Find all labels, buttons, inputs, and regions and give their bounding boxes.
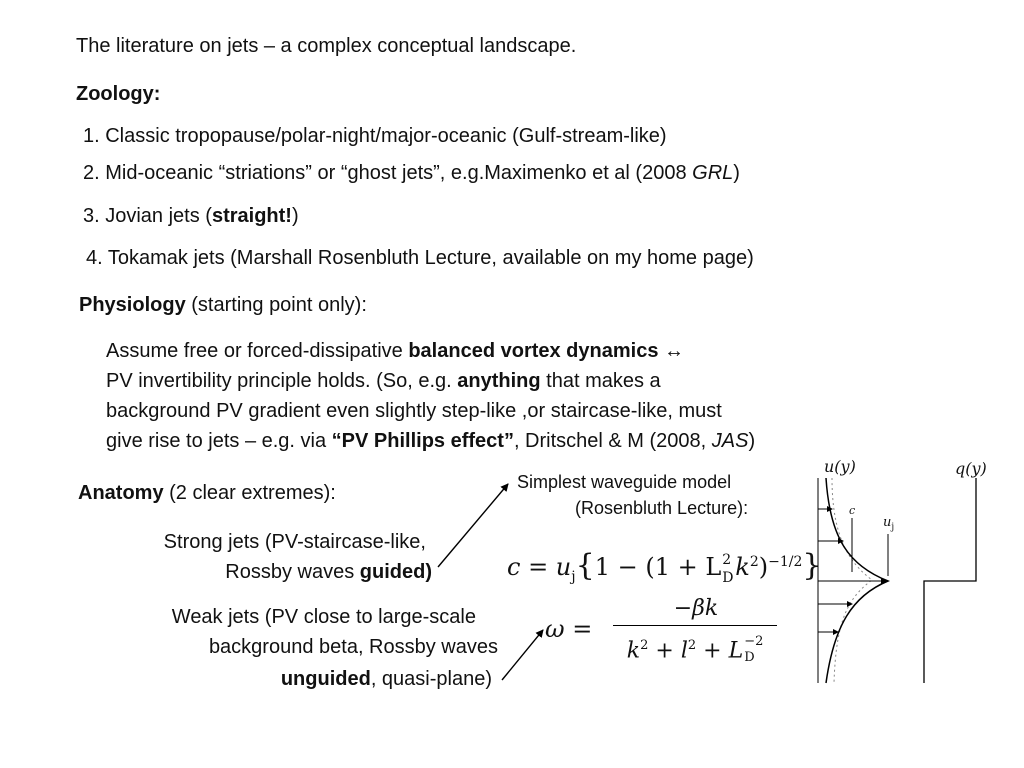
slide-title: The literature on jets – a complex conceptual landscape. bbox=[76, 35, 577, 57]
weak-jets-arrow bbox=[502, 630, 543, 680]
weak-jets-line-2: background beta, Rossby waves bbox=[208, 636, 498, 658]
strong-jets-text: Rossby waves bbox=[225, 561, 360, 583]
zoology-item-3-emphasis: straight! bbox=[211, 205, 292, 227]
zoology-heading: Zoology: bbox=[76, 83, 161, 105]
eq1-sub-d: D bbox=[722, 570, 734, 586]
weak-jets-end: , quasi-plane) bbox=[370, 668, 492, 690]
eq1-brace-open: { bbox=[575, 548, 595, 583]
strong-jets-line-1: Strong jets (PV-staircase-like, bbox=[163, 531, 426, 553]
waveguide-caption-line-2: (Rosenbluth Lecture): bbox=[575, 498, 749, 518]
weak-jets-unguided: unguided bbox=[280, 668, 371, 690]
zoology-item-3-close: ) bbox=[291, 205, 299, 227]
eq2-den-sub: D bbox=[744, 650, 755, 666]
zoology-item-2-close: ) bbox=[733, 162, 740, 184]
waveguide-caption-line-1: Simplest waveguide model bbox=[517, 472, 732, 492]
physiology-line-1-arrow: ↔ bbox=[658, 340, 685, 362]
eq2-den-sup1: 2 bbox=[640, 638, 649, 653]
figure-label-q: q(y) bbox=[955, 459, 987, 478]
eq1-body-a: 1 − (1 + L bbox=[594, 553, 722, 581]
physiology-line-4-journal: JAS bbox=[711, 430, 749, 452]
eq1-body-k: k bbox=[735, 553, 750, 581]
physiology-heading-label: Physiology bbox=[79, 294, 186, 316]
anatomy-subheading: (2 clear extremes): bbox=[163, 482, 336, 504]
physiology-line-1-text: Assume free or forced-dissipative bbox=[106, 340, 409, 362]
physiology-line-2-end: that makes a bbox=[540, 370, 661, 392]
eq1-sup-exp: −1/2 bbox=[768, 554, 803, 570]
physiology-line-1-bold: balanced vortex dynamics bbox=[408, 340, 659, 362]
strong-jets-guided: guided) bbox=[359, 561, 432, 583]
eq1-body-c: ) bbox=[758, 553, 769, 581]
figure-label-uj-u: u bbox=[883, 515, 892, 530]
q-profile-staircase bbox=[924, 478, 976, 683]
eq1-sup-2: 2 bbox=[722, 552, 732, 568]
eq1-sup-k: 2 bbox=[749, 554, 759, 570]
physiology-line-4-ref: , Dritschel & M (2008, bbox=[513, 430, 712, 452]
strong-jets-arrow bbox=[438, 484, 508, 567]
eq2-numerator-text: −βk bbox=[673, 596, 719, 621]
eq1-lhs: c = u bbox=[507, 553, 572, 581]
eq1-sub-j: j bbox=[571, 568, 576, 585]
physiology-line-3: background PV gradient even slightly step-like ,or staircase-like, must bbox=[106, 400, 722, 422]
zoology-item-1: 1. Classic tropopause/polar-night/major-oceanic (Gulf-stream-like) bbox=[83, 125, 667, 147]
zoology-item-2-journal: GRL bbox=[692, 162, 734, 184]
eq2-den-L: + L bbox=[696, 638, 744, 664]
figure-label-uj-sub: j bbox=[891, 522, 895, 533]
physiology-line-2-bold: anything bbox=[457, 370, 541, 392]
physiology-line-4-text: give rise to jets – e.g. via bbox=[106, 430, 332, 452]
eq2-den-k: k bbox=[626, 638, 641, 664]
physiology-subheading: (starting point only): bbox=[185, 294, 367, 316]
anatomy-heading-label: Anatomy bbox=[78, 482, 164, 504]
physiology-line-4-bold: “PV Phillips effect” bbox=[331, 430, 514, 452]
weak-jets-line-1: Weak jets (PV close to large-scale bbox=[171, 606, 476, 628]
physiology-line-4-close: ) bbox=[748, 430, 756, 452]
zoology-item-2-text: 2. Mid-oceanic “striations” or “ghost jets”, e.g.Maximenko et al (2008 bbox=[83, 162, 693, 184]
eq1-brace-close: } bbox=[802, 548, 822, 583]
figure-label-c: c bbox=[849, 504, 856, 517]
zoology-item-3-text: 3. Jovian jets ( bbox=[83, 205, 212, 227]
figure-label-u: u(y) bbox=[824, 457, 856, 476]
eq2-den-l: + l bbox=[648, 638, 688, 664]
eq2-den-sup2: 2 bbox=[687, 638, 697, 653]
dispersion-equation-plane: ω = bbox=[545, 615, 593, 643]
zoology-item-4: 4. Tokamak jets (Marshall Rosenbluth Lecture, available on my home page) bbox=[86, 247, 754, 269]
eq2-den-sup3: −2 bbox=[744, 634, 764, 650]
physiology-line-2-text: PV invertibility principle holds. (So, e.g. bbox=[106, 370, 458, 392]
